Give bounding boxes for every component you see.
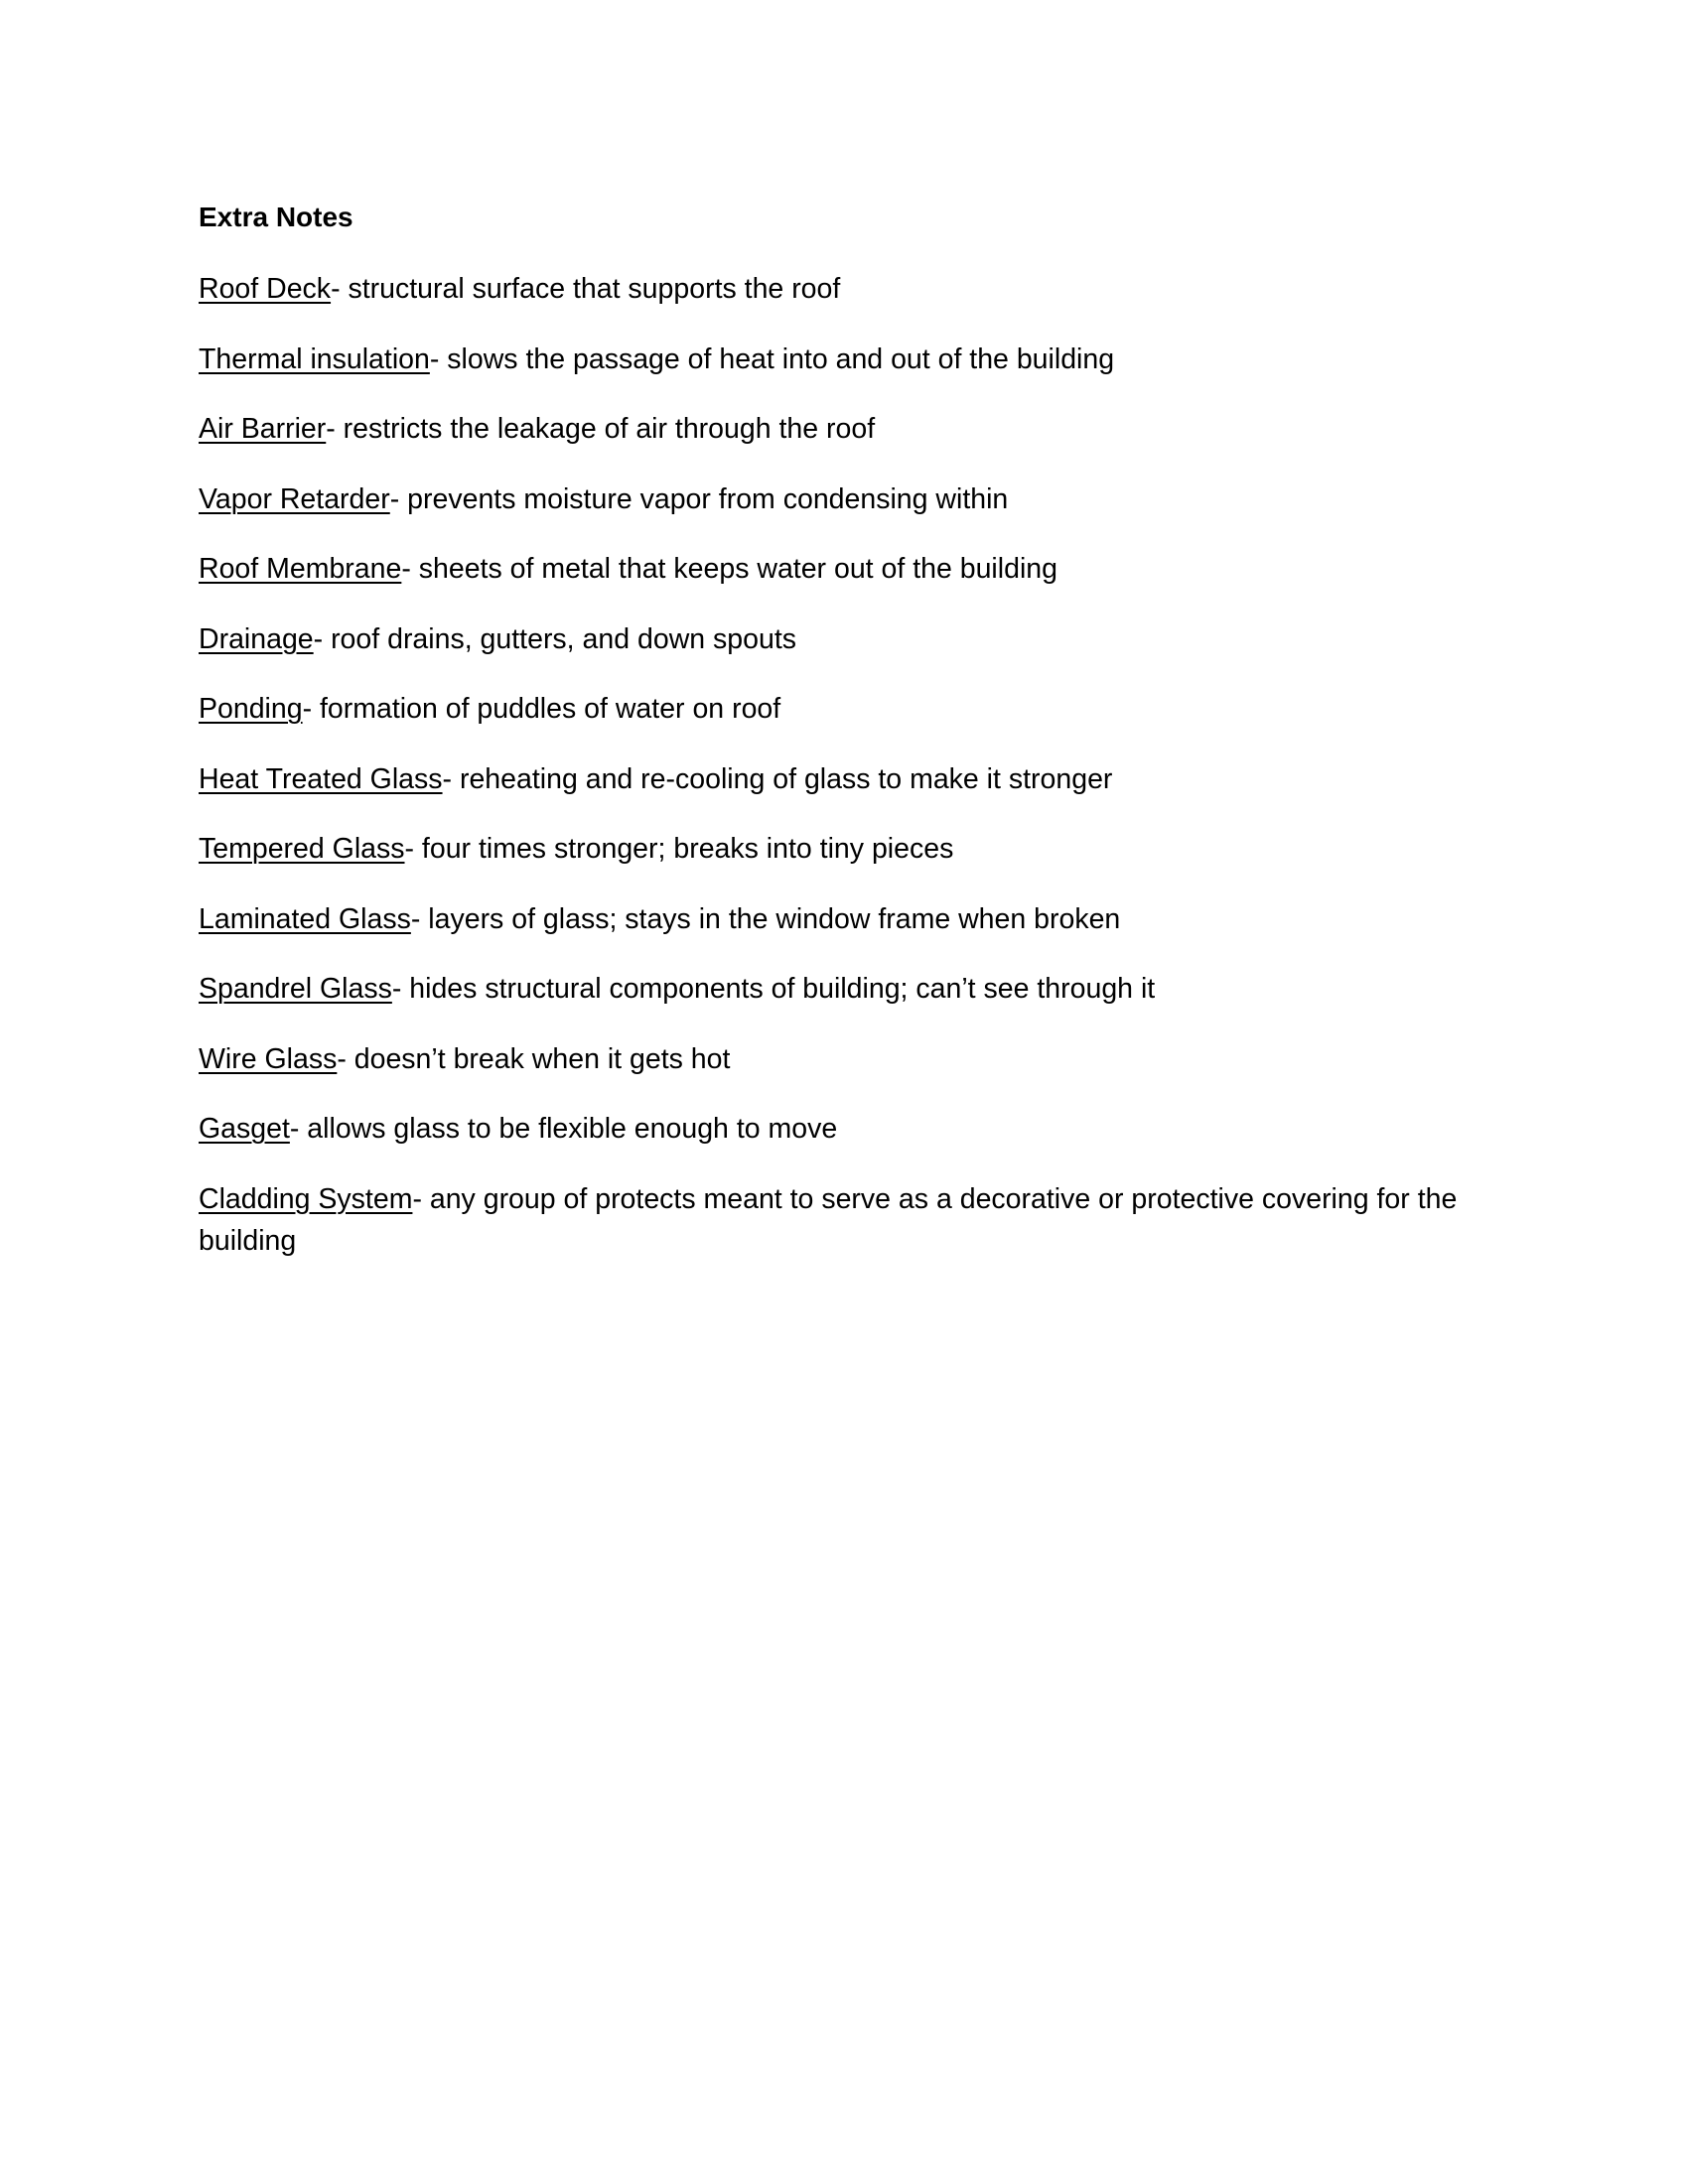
definition-entry xyxy=(199,968,1489,1010)
definition: - reheating and re-cooling of glass to make it stronger xyxy=(442,762,1113,795)
definition: - layers of glass; stays in the window frame when broken xyxy=(410,902,1121,935)
term: Thermal insulation xyxy=(199,342,430,375)
term: Heat Treated Glass xyxy=(199,762,443,795)
term: Ponding xyxy=(199,693,303,725)
term: Cladding System xyxy=(199,1182,413,1215)
definition: - allows glass to be flexible enough to move xyxy=(289,1113,838,1145)
definition-entry xyxy=(199,1038,1489,1080)
term: Tempered Glass xyxy=(199,833,405,865)
term: Vapor Retarder xyxy=(199,482,390,515)
definition-entry xyxy=(199,688,1489,730)
term: Spandrel Glass xyxy=(199,973,392,1005)
definition: - roof drains, gutters, and down spouts xyxy=(313,622,797,655)
definition: - structural surface that supports the roof xyxy=(331,273,841,305)
definition: - doesn’t break when it gets hot xyxy=(337,1042,731,1075)
definition: - hides structural components of building; can’t see through it xyxy=(391,973,1156,1005)
definition-entry xyxy=(199,898,1489,940)
term: Wire Glass xyxy=(199,1042,338,1075)
definition-entry xyxy=(199,758,1489,800)
definition-entry xyxy=(199,478,1489,520)
document-body xyxy=(199,199,1489,1290)
definition-entry xyxy=(199,828,1489,870)
definition-entry xyxy=(199,548,1489,590)
definition: - four times stronger; breaks into tiny pieces xyxy=(404,833,954,865)
term: Air Barrier xyxy=(199,413,327,445)
page-title: Extra Notes xyxy=(199,202,353,232)
definition: - sheets of metal that keeps water out of the building xyxy=(401,553,1057,585)
definition-entry xyxy=(199,339,1489,380)
definition: - prevents moisture vapor from condensing within xyxy=(389,482,1009,515)
definition: - any group of protects meant to serve as a decorative or protective covering for the building xyxy=(199,1182,1458,1257)
term: Roof Deck xyxy=(199,273,332,305)
definition-entry xyxy=(199,618,1489,660)
definition: - formation of puddles of water on roof xyxy=(302,693,781,725)
term: Laminated Glass xyxy=(199,902,411,935)
definition-entry xyxy=(199,268,1489,310)
definition-entry xyxy=(199,408,1489,450)
term: Roof Membrane xyxy=(199,553,402,585)
definition: - restricts the leakage of air through the roof xyxy=(326,413,876,445)
definition: - slows the passage of heat into and out of the building xyxy=(429,342,1115,375)
term: Drainage xyxy=(199,622,314,655)
term: Gasget xyxy=(199,1113,290,1145)
definition-entry xyxy=(199,1178,1489,1262)
definition-entry xyxy=(199,1108,1489,1150)
